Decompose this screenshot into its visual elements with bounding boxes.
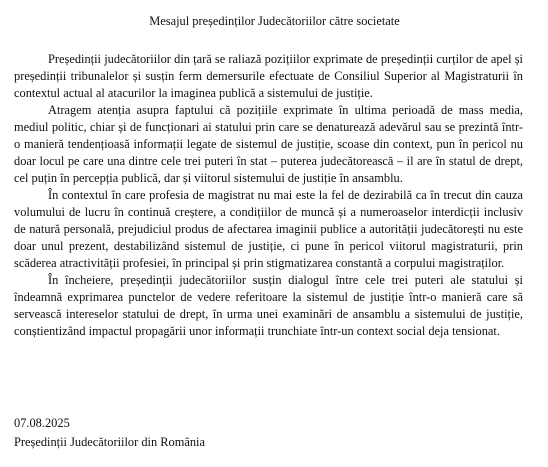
document-signature: Președinții Judecătoriilor din România: [14, 435, 205, 449]
document-title: Mesajul președinților Judecătoriilor către societate: [149, 14, 400, 28]
paragraph-3: În contextul în care profesia de magistrat nu mai este la fel de dezirabilă ca în trecut din cauza volumului de lucru în continuă creștere, a condițiilor de muncă și a numeroaselor interdicții inclusiv de natură personală, prejudiciul produs de afectarea imaginii publice a autorității judecătorești nu este doar unul prezent, destabilizând sistemul de justiție, ci pune în pericol viitorul magistraturii, prin scăderea atractivității profesiei, în principal și prin stigmatizarea constantă a corpului magistraților.: [14, 188, 523, 270]
paragraph-1: Președinții judecătoriilor din țară se raliază pozițiilor exprimate de președinții curților de apel și președinții tribunalelor și susțin ferm demersurile efectuate de Consiliul Superior al Magistraturii în contextul actual al atacurilor la imaginea publică a sistemului de justiție.: [14, 52, 523, 100]
paragraph-2: Atragem atenția asupra faptului că pozițiile exprimate în ultima perioadă de mass media, mediul politic, chiar și de funcționari ai statului prin care se denaturează adevărul sau se prezintă într-o manieră tendențioasă informații legate de sistemul de justiție, scoase din context, pun în pericol nu doar locul pe care una dintre cele trei puteri în stat – puterea judecătorească – il are în statul de drept, cel puțin în percepția publică, dar și viitorul sistemului de justiție în ansamblu.: [14, 103, 523, 185]
document-footer: [14, 414, 205, 452]
paragraph-4: În încheiere, președinții judecătoriilor susțin dialogul între cele trei puteri ale statului și îndeamnă exprimarea punctelor de vedere referitoare la sistemul de justiție într-o manieră care să servească intereselor statului de drept, în urma unei examinări de ansamblu a sistemului de justiție, conștientizând impactul propagării unor informații trunchiate într-un context social deja tensionat.: [14, 273, 523, 338]
document-body: [14, 51, 523, 340]
document-date: 07.08.2025: [14, 416, 70, 430]
document-page: [0, 14, 548, 467]
